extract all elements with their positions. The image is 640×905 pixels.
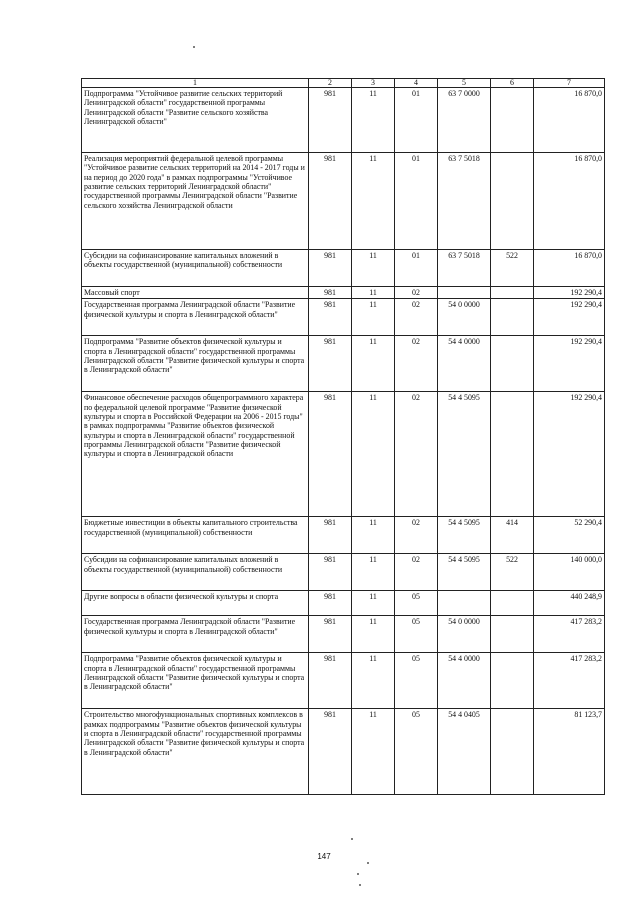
table-row xyxy=(82,299,605,336)
cell-amount: 192 290,4 xyxy=(534,287,605,299)
table-row xyxy=(82,336,605,392)
cell-expense-type xyxy=(491,153,534,250)
cell-expense-type xyxy=(491,392,534,517)
cell-amount: 417 283,2 xyxy=(534,616,605,653)
cell-target-article: 54 0 0000 xyxy=(438,299,491,336)
scan-speck xyxy=(357,873,359,875)
cell-section: 11 xyxy=(352,616,395,653)
cell-target-article: 54 4 5095 xyxy=(438,392,491,517)
cell-ministry: 981 xyxy=(309,153,352,250)
cell-expense-type xyxy=(491,336,534,392)
table-row xyxy=(82,616,605,653)
cell-ministry: 981 xyxy=(309,88,352,153)
cell-subsection: 02 xyxy=(395,336,438,392)
cell-subsection: 02 xyxy=(395,287,438,299)
page-number: 147 xyxy=(317,852,331,861)
cell-subsection: 05 xyxy=(395,709,438,795)
column-header: 6 xyxy=(491,79,534,88)
cell-target-article: 54 4 0000 xyxy=(438,336,491,392)
cell-target-article: 54 4 5095 xyxy=(438,517,491,554)
cell-amount: 440 248,9 xyxy=(534,591,605,616)
row-name: Строительство многофункциональных спортивных комплексов в рамках подпрограммы "Развитие объектов физической культуры и спорта в Ленинградской области" государственной программы Ленинградской области "Развитие физической культуры и спорта в Ленинградской области" xyxy=(82,709,309,795)
cell-expense-type: 522 xyxy=(491,554,534,591)
scan-speck xyxy=(359,884,361,886)
cell-target-article xyxy=(438,591,491,616)
table-row xyxy=(82,653,605,709)
cell-section: 11 xyxy=(352,299,395,336)
table-row xyxy=(82,517,605,554)
cell-section: 11 xyxy=(352,554,395,591)
column-header: 3 xyxy=(352,79,395,88)
cell-ministry: 981 xyxy=(309,616,352,653)
column-header: 7 xyxy=(534,79,605,88)
column-header: 2 xyxy=(309,79,352,88)
cell-ministry: 981 xyxy=(309,709,352,795)
table-row xyxy=(82,709,605,795)
row-name: Государственная программа Ленинградской области "Развитие физической культуры и спорта в Ленинградской области" xyxy=(82,616,309,653)
table-row xyxy=(82,392,605,517)
cell-subsection: 01 xyxy=(395,153,438,250)
cell-subsection: 02 xyxy=(395,554,438,591)
cell-section: 11 xyxy=(352,153,395,250)
cell-subsection: 01 xyxy=(395,88,438,153)
cell-expense-type xyxy=(491,653,534,709)
cell-ministry: 981 xyxy=(309,287,352,299)
cell-ministry: 981 xyxy=(309,299,352,336)
header-row xyxy=(82,79,605,88)
budget-table xyxy=(81,78,605,795)
cell-amount: 16 870,0 xyxy=(534,88,605,153)
row-name: Субсидии на софинансирование капитальных вложений в объекты государственной (муниципальной) собственности xyxy=(82,554,309,591)
table-row xyxy=(82,554,605,591)
cell-target-article: 54 4 0405 xyxy=(438,709,491,795)
cell-expense-type xyxy=(491,591,534,616)
table-row xyxy=(82,88,605,153)
cell-section: 11 xyxy=(352,88,395,153)
cell-target-article: 54 0 0000 xyxy=(438,616,491,653)
row-name: Подпрограмма "Устойчивое развитие сельских территорий Ленинградской области" государственной программы Ленинградской области "Развитие сельского хозяйства Ленинградской области" xyxy=(82,88,309,153)
cell-amount: 81 123,7 xyxy=(534,709,605,795)
column-header: 5 xyxy=(438,79,491,88)
cell-section: 11 xyxy=(352,336,395,392)
row-name: Субсидии на софинансирование капитальных вложений в объекты государственной (муниципальной) собственности xyxy=(82,250,309,287)
cell-amount: 417 283,2 xyxy=(534,653,605,709)
row-name: Массовый спорт xyxy=(82,287,309,299)
cell-subsection: 02 xyxy=(395,517,438,554)
cell-ministry: 981 xyxy=(309,250,352,287)
scan-speck xyxy=(193,46,195,48)
cell-expense-type xyxy=(491,616,534,653)
cell-subsection: 02 xyxy=(395,392,438,517)
column-header: 4 xyxy=(395,79,438,88)
table-row xyxy=(82,250,605,287)
cell-target-article: 63 7 5018 xyxy=(438,250,491,287)
cell-section: 11 xyxy=(352,591,395,616)
table-row xyxy=(82,153,605,250)
row-name: Другие вопросы в области физической культуры и спорта xyxy=(82,591,309,616)
cell-ministry: 981 xyxy=(309,591,352,616)
table-row xyxy=(82,591,605,616)
cell-amount: 192 290,4 xyxy=(534,336,605,392)
cell-target-article: 63 7 0000 xyxy=(438,88,491,153)
cell-amount: 192 290,4 xyxy=(534,392,605,517)
row-name: Бюджетные инвестиции в объекты капитального строительства государственной (муниципальной) собственности xyxy=(82,517,309,554)
table-row xyxy=(82,287,605,299)
row-name: Финансовое обеспечение расходов общепрограммного характера по федеральной целевой программе "Развитие физической культуры и спорта в Российской Федерации на 2006 - 2015 годы" в рамках подпрограммы "Развитие объектов физической культуры и спорта в Ленинградской области" государственной программы Ленинградской области "Развитие физической культуры и спорта в Ленинградской области xyxy=(82,392,309,517)
cell-subsection: 01 xyxy=(395,250,438,287)
cell-ministry: 981 xyxy=(309,392,352,517)
cell-target-article: 54 4 0000 xyxy=(438,653,491,709)
cell-ministry: 981 xyxy=(309,653,352,709)
cell-amount: 16 870,0 xyxy=(534,153,605,250)
cell-target-article: 54 4 5095 xyxy=(438,554,491,591)
cell-section: 11 xyxy=(352,709,395,795)
cell-subsection: 02 xyxy=(395,299,438,336)
cell-section: 11 xyxy=(352,287,395,299)
cell-expense-type: 522 xyxy=(491,250,534,287)
cell-section: 11 xyxy=(352,250,395,287)
cell-subsection: 05 xyxy=(395,616,438,653)
scan-speck xyxy=(351,838,353,840)
cell-section: 11 xyxy=(352,392,395,517)
scan-speck xyxy=(367,862,369,864)
cell-ministry: 981 xyxy=(309,517,352,554)
cell-expense-type xyxy=(491,299,534,336)
cell-expense-type xyxy=(491,88,534,153)
row-name: Подпрограмма "Развитие объектов физической культуры и спорта в Ленинградской области" государственной программы Ленинградской области "Развитие физической культуры и спорта в Ленинградской области" xyxy=(82,336,309,392)
cell-amount: 16 870,0 xyxy=(534,250,605,287)
cell-expense-type: 414 xyxy=(491,517,534,554)
cell-expense-type xyxy=(491,287,534,299)
row-name: Подпрограмма "Развитие объектов физической культуры и спорта в Ленинградской области" государственной программы Ленинградской области "Развитие физической культуры и спорта в Ленинградской области" xyxy=(82,653,309,709)
cell-ministry: 981 xyxy=(309,336,352,392)
cell-amount: 192 290,4 xyxy=(534,299,605,336)
row-name: Реализация мероприятий федеральной целевой программы "Устойчивое развитие сельских территорий на 2014 - 2017 годы и на период до 2020 года" в рамках подпрограммы "Устойчивое развитие сельских территорий Ленинградской области" государственной программы Ленинградской области "Развитие сельского хозяйства Ленинградской области xyxy=(82,153,309,250)
cell-amount: 52 290,4 xyxy=(534,517,605,554)
cell-subsection: 05 xyxy=(395,591,438,616)
cell-section: 11 xyxy=(352,517,395,554)
cell-section: 11 xyxy=(352,653,395,709)
cell-expense-type xyxy=(491,709,534,795)
cell-target-article xyxy=(438,287,491,299)
cell-ministry: 981 xyxy=(309,554,352,591)
cell-subsection: 05 xyxy=(395,653,438,709)
cell-amount: 140 000,0 xyxy=(534,554,605,591)
cell-target-article: 63 7 5018 xyxy=(438,153,491,250)
row-name: Государственная программа Ленинградской области "Развитие физической культуры и спорта в Ленинградской области" xyxy=(82,299,309,336)
column-header: 1 xyxy=(82,79,309,88)
